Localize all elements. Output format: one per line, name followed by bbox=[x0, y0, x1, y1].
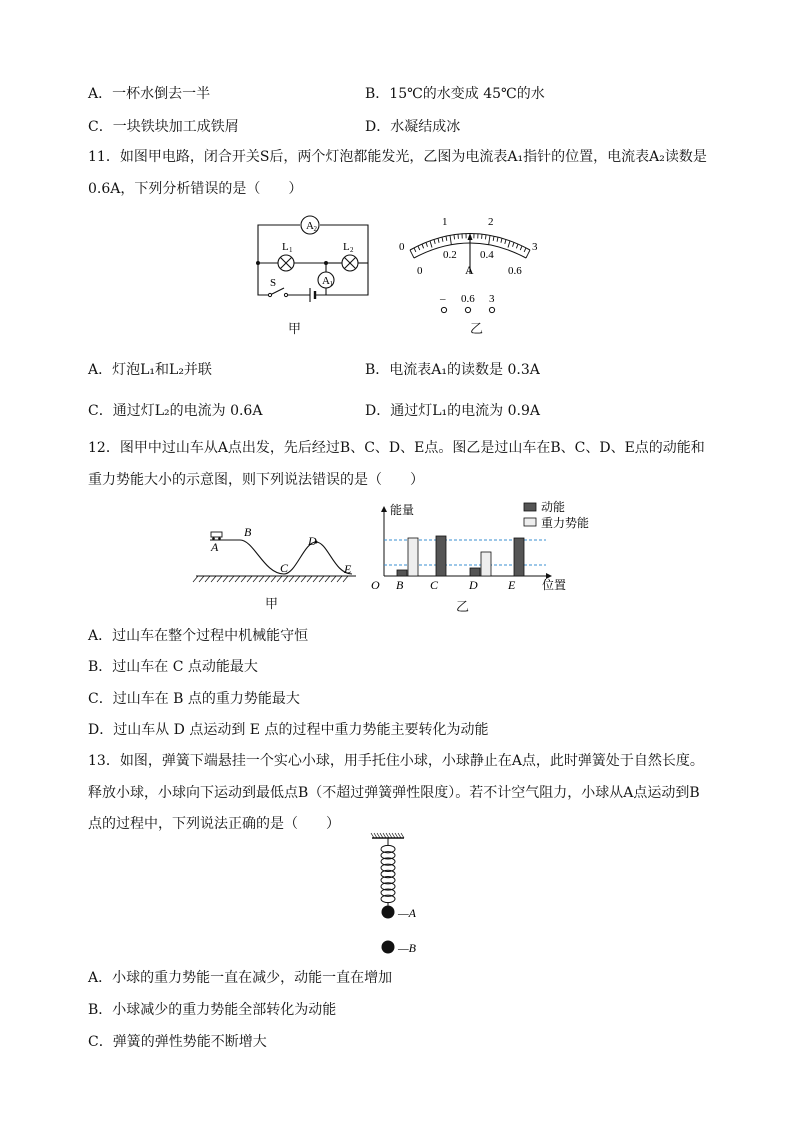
l1-label-sub: 1 bbox=[289, 246, 293, 254]
q11-option-b: B．电流表A₁的读数是 0.3A bbox=[365, 362, 540, 378]
chart-origin: O bbox=[371, 578, 380, 592]
a1-label-sub: 1 bbox=[329, 280, 333, 288]
q11-caption-left: 甲 bbox=[288, 322, 302, 337]
dial-bottom-tick-3: 0.6 bbox=[508, 265, 522, 277]
dial-tick bbox=[485, 235, 486, 240]
track-label-e: E bbox=[344, 562, 352, 576]
terminal-label-06: 0.6 bbox=[461, 293, 475, 305]
x-tick-C: C bbox=[430, 578, 439, 592]
bar-kinetic-C bbox=[436, 536, 446, 576]
q10-option-d: D．水凝结成冰 bbox=[365, 119, 461, 135]
dial-top-tick-2: 2 bbox=[488, 216, 494, 228]
a2-label: A bbox=[306, 220, 314, 232]
q13-option-c: C．弹簧的弹性势能不断增大 bbox=[88, 1034, 267, 1050]
q11-option-c: C．通过灯L₂的电流为 0.6A bbox=[88, 403, 263, 419]
q11-circuit-diagram bbox=[248, 208, 378, 308]
q11-stem-line1: 11．如图甲电路，闭合开关S后，两个灯泡都能发光，乙图为电流表A₁指针的位置，电流表A₂读数是 bbox=[88, 149, 707, 165]
bar-potential-B bbox=[408, 538, 418, 576]
q13-stem-line3: 点的过程中，下列说法正确的是（ ） bbox=[88, 816, 340, 832]
dial-tick bbox=[505, 239, 506, 243]
q12-energy-chart bbox=[366, 498, 606, 596]
q12-option-a: A．过山车在整个过程中机械能守恒 bbox=[88, 628, 309, 644]
bar-kinetic-B bbox=[397, 570, 407, 576]
dial-top-tick-1: 1 bbox=[442, 216, 448, 228]
dial-top-tick-3: 3 bbox=[532, 241, 538, 253]
q12-option-c: C．过山车在 B 点的重力势能最大 bbox=[88, 691, 300, 707]
dial-tick bbox=[430, 241, 432, 248]
dial-tick bbox=[501, 238, 502, 243]
dial-bottom-tick-1: 0.2 bbox=[443, 249, 457, 261]
q11-caption-right: 乙 bbox=[470, 322, 484, 337]
track-label-a: A bbox=[211, 540, 219, 554]
x-tick-D: D bbox=[469, 578, 478, 592]
dial-tick bbox=[410, 250, 414, 258]
q11-stem-line2: 0.6A，下列分析错误的是（ ） bbox=[88, 181, 303, 197]
track-label-d: D bbox=[308, 534, 317, 548]
dial-tick bbox=[513, 242, 514, 246]
terminal-label-neg: – bbox=[440, 293, 446, 305]
q10-option-b: B．15℃的水变成 45℃的水 bbox=[365, 86, 545, 102]
x-tick-E: E bbox=[508, 578, 516, 592]
dial-tick bbox=[422, 244, 424, 248]
q13-spring-diagram bbox=[362, 832, 442, 960]
l1-label: L bbox=[282, 241, 289, 253]
q11-option-a: A．灯泡L₁和L₂并联 bbox=[88, 362, 212, 378]
x-tick-B: B bbox=[396, 578, 404, 592]
q13-stem-line2: 释放小球，小球向下运动到最低点B（不超过弹簧弹性限度）。若不计空气阻力，小球从A点运动到B bbox=[88, 785, 700, 801]
dial-tick bbox=[489, 235, 490, 244]
switch-label: S bbox=[270, 277, 277, 289]
dial-top-tick-0: 0 bbox=[399, 241, 405, 253]
dial-tick bbox=[438, 238, 439, 243]
dial-tick bbox=[520, 246, 522, 250]
q12-track-diagram bbox=[192, 520, 362, 590]
q10-option-a: A．一杯水倒去一半 bbox=[88, 86, 211, 102]
dial-tick bbox=[526, 250, 530, 258]
q11-option-d: D．通过灯L₁的电流为 0.9A bbox=[365, 403, 540, 419]
chart-y-label: 能量 bbox=[390, 503, 415, 517]
dial-unit: A bbox=[465, 263, 474, 277]
dial-tick bbox=[524, 248, 526, 252]
dial-tick bbox=[426, 242, 427, 246]
dial-tick bbox=[414, 248, 416, 252]
legend-swatch-potential bbox=[524, 518, 536, 526]
chart-x-label: 位置 bbox=[542, 578, 567, 592]
a2-label-sub: 2 bbox=[313, 225, 317, 233]
dial-bottom-tick-0: 0 bbox=[417, 265, 423, 277]
track-label-c: C bbox=[280, 561, 289, 575]
dial-tick bbox=[493, 236, 494, 241]
ball-b bbox=[382, 941, 395, 954]
legend-label-potential: 重力势能 bbox=[541, 516, 590, 530]
q10-option-c: C．一块铁块加工成铁屑 bbox=[88, 119, 239, 135]
bar-kinetic-E bbox=[514, 538, 524, 576]
q12-stem-line1: 12．图甲中过山车从A点出发，先后经过B、C、D、E点。图乙是过山车在B、C、D、E点的动能和 bbox=[88, 440, 705, 456]
dial-bottom-tick-2: 0.4 bbox=[480, 249, 494, 261]
q12-option-d: D．过山车从 D 点运动到 E 点的过程中重力势能主要转化为动能 bbox=[88, 722, 489, 738]
bar-kinetic-D bbox=[470, 568, 480, 576]
q11-ammeter-dial bbox=[392, 212, 552, 322]
q12-caption-left: 甲 bbox=[265, 597, 279, 612]
label-b: —B bbox=[398, 941, 416, 955]
track-label-b: B bbox=[244, 525, 252, 539]
l2-label: L bbox=[343, 241, 350, 253]
dial-tick bbox=[454, 235, 455, 240]
legend-swatch-kinetic bbox=[524, 503, 536, 511]
dial-tick bbox=[508, 241, 510, 248]
q13-stem-line1: 13．如图，弹簧下端悬挂一个实心小球，用手托住小球，小球静止在A点，此时弹簧处于自然长度。 bbox=[88, 753, 704, 769]
dial-tick bbox=[418, 246, 420, 250]
legend-label-kinetic: 动能 bbox=[541, 500, 566, 514]
label-a: —A bbox=[398, 906, 416, 920]
q12-option-b: B．过山车在 C 点动能最大 bbox=[88, 659, 258, 675]
terminal-label-3: 3 bbox=[489, 293, 495, 305]
q13-option-a: A．小球的重力势能一直在减少，动能一直在增加 bbox=[88, 970, 393, 986]
ball-a bbox=[382, 906, 395, 919]
dial-tick bbox=[442, 237, 443, 242]
q12-stem-line2: 重力势能大小的示意图，则下列说法错误的是（ ） bbox=[88, 472, 424, 488]
dial-tick bbox=[450, 235, 451, 244]
dial-tick bbox=[434, 239, 435, 243]
dial-tick bbox=[446, 236, 447, 241]
l2-label-sub: 2 bbox=[350, 246, 354, 254]
dial-tick bbox=[516, 244, 518, 248]
terminal-3 bbox=[489, 307, 494, 312]
bar-potential-D bbox=[481, 552, 491, 576]
terminal-06 bbox=[465, 307, 470, 312]
a1-label: A bbox=[322, 275, 330, 287]
q12-caption-right: 乙 bbox=[456, 600, 470, 615]
q13-option-b: B．小球减少的重力势能全部转化为动能 bbox=[88, 1002, 337, 1018]
dial-tick bbox=[497, 237, 498, 242]
terminal-neg bbox=[441, 307, 446, 312]
